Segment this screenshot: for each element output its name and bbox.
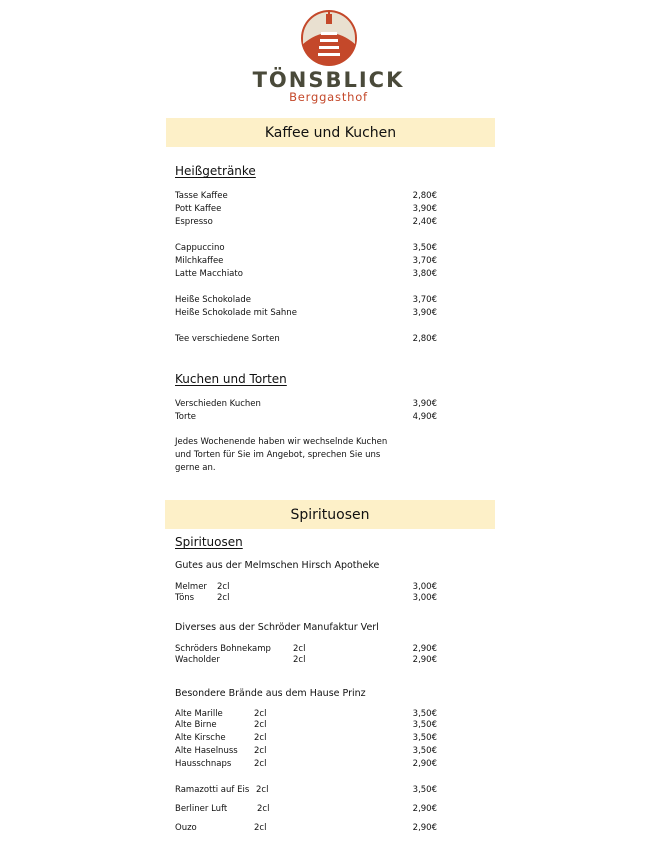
item-price: 2,80€ <box>412 191 437 201</box>
item-size: 2cl <box>254 823 267 833</box>
menu-item <box>175 822 437 834</box>
tower-logo-icon <box>299 8 359 68</box>
item-price: 2,90€ <box>412 823 437 833</box>
item-size: 2cl <box>293 655 306 665</box>
menu-item <box>175 333 437 345</box>
item-name: Verschieden Kuchen <box>175 399 261 409</box>
item-name: Alte Kirsche <box>175 733 226 743</box>
item-size: 2cl <box>254 709 267 719</box>
item-price: 3,70€ <box>412 295 437 305</box>
item-size: 2cl <box>217 593 230 603</box>
menu-item <box>175 411 437 423</box>
item-name: Alte Marille <box>175 709 223 719</box>
item-size: 2cl <box>254 733 267 743</box>
menu-item <box>175 654 437 666</box>
menu-item <box>175 307 437 319</box>
item-name: Hausschnaps <box>175 759 232 769</box>
item-size: 2cl <box>254 746 267 756</box>
item-price: 3,00€ <box>412 582 437 592</box>
item-name: Ramazotti auf Eis <box>175 785 250 795</box>
item-price: 3,50€ <box>412 746 437 756</box>
item-price: 2,90€ <box>412 759 437 769</box>
brand-name: TÖNSBLICK <box>252 68 405 92</box>
item-name: Heiße Schokolade <box>175 295 251 305</box>
menu-item <box>175 592 437 604</box>
menu-item <box>175 203 437 215</box>
menu-item <box>175 758 437 770</box>
group-title: Gutes aus der Melmschen Hirsch Apotheke <box>175 560 380 571</box>
heading-kuchen: Kuchen und Torten <box>175 372 287 386</box>
item-size: 2cl <box>254 759 267 769</box>
menu-item <box>175 255 437 267</box>
item-size: 2cl <box>257 804 270 814</box>
item-name: Heiße Schokolade mit Sahne <box>175 308 297 318</box>
item-price: 3,90€ <box>412 308 437 318</box>
item-name: Melmer <box>175 582 207 592</box>
menu-item <box>175 268 437 280</box>
item-name: Alte Haselnuss <box>175 746 238 756</box>
logo <box>0 8 657 104</box>
item-price: 4,90€ <box>412 412 437 422</box>
menu-item <box>175 784 437 796</box>
item-name: Ouzo <box>175 823 197 833</box>
item-price: 3,50€ <box>412 709 437 719</box>
item-size: 2cl <box>256 785 269 795</box>
menu-item <box>175 398 437 410</box>
item-size: 2cl <box>254 720 267 730</box>
item-name: Tasse Kaffee <box>175 191 228 201</box>
item-price: 2,90€ <box>412 644 437 654</box>
item-size: 2cl <box>217 582 230 592</box>
item-price: 3,50€ <box>412 785 437 795</box>
item-price: 3,90€ <box>412 399 437 409</box>
menu-item <box>175 803 437 815</box>
section-header-spirituosen: Spirituosen <box>165 500 495 529</box>
item-price: 3,70€ <box>412 256 437 266</box>
section-header-kaffee: Kaffee und Kuchen <box>166 118 495 147</box>
item-price: 2,90€ <box>412 655 437 665</box>
menu-item <box>175 719 437 731</box>
item-price: 3,50€ <box>412 243 437 253</box>
menu-item <box>175 242 437 254</box>
item-name: Cappuccino <box>175 243 225 253</box>
heading-heissgetraenke: Heißgetränke <box>175 164 256 178</box>
heading-spirituosen: Spirituosen <box>175 535 243 549</box>
item-name: Espresso <box>175 217 213 227</box>
item-name: Alte Birne <box>175 720 217 730</box>
group-title: Diverses aus der Schröder Manufaktur Verl <box>175 622 379 633</box>
item-name: Wacholder <box>175 655 220 665</box>
menu-item <box>175 294 437 306</box>
item-price: 3,80€ <box>412 269 437 279</box>
group-title: Besondere Brände aus dem Hause Prinz <box>175 688 366 699</box>
cake-note: Jedes Wochenende haben wir wechselnde Kuchen und Torten für Sie im Angebot, sprechen Sie uns gerne an. <box>175 437 388 473</box>
item-price: 3,90€ <box>412 204 437 214</box>
item-price: 3,50€ <box>412 720 437 730</box>
item-name: Milchkaffee <box>175 256 224 266</box>
item-price: 2,40€ <box>412 217 437 227</box>
item-name: Torte <box>175 412 197 422</box>
item-price: 2,90€ <box>412 804 437 814</box>
item-price: 3,50€ <box>412 733 437 743</box>
item-size: 2cl <box>293 644 306 654</box>
item-name: Pott Kaffee <box>175 204 222 214</box>
item-name: Töns <box>175 593 195 603</box>
item-name: Tee verschiedene Sorten <box>175 334 280 344</box>
item-name: Latte Macchiato <box>175 269 243 279</box>
brand-subtitle: Berggasthof <box>289 90 368 104</box>
menu-item <box>175 190 437 202</box>
item-name: Berliner Luft <box>175 804 228 814</box>
item-price: 2,80€ <box>412 334 437 344</box>
menu-item <box>175 216 437 228</box>
item-price: 3,00€ <box>412 593 437 603</box>
menu-item <box>175 732 437 744</box>
menu-item <box>175 745 437 757</box>
item-name: Schröders Bohnekamp <box>175 644 271 654</box>
